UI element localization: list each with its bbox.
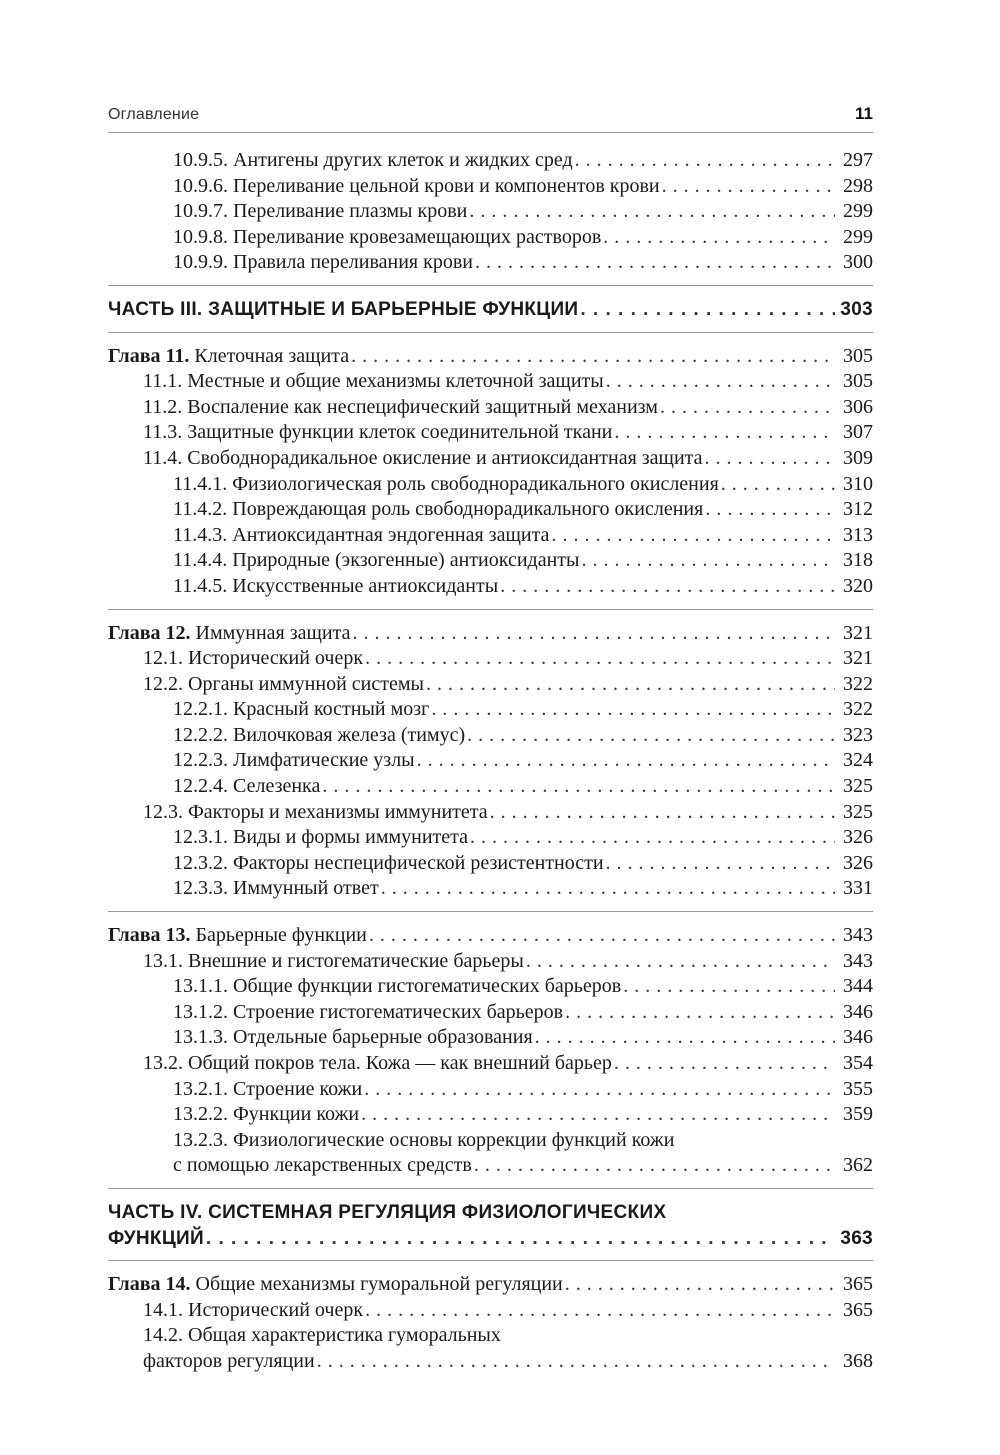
toc-entry-text: 10.9.7. Переливание плазмы крови <box>173 200 468 223</box>
toc-entry-page: 298 <box>843 174 873 197</box>
toc-chapter <box>108 1272 873 1298</box>
toc-entry-page: 299 <box>843 200 873 223</box>
toc-entry-page: 320 <box>843 574 873 597</box>
toc-entry-page: 321 <box>843 621 873 644</box>
header-title: Оглавление <box>108 106 200 123</box>
toc-entry-page: 326 <box>843 851 873 874</box>
toc-part-heading-line1: ЧАСТЬ IV. СИСТЕМНАЯ РЕГУЛЯЦИЯ ФИЗИОЛОГИЧЕСКИХ <box>108 1201 667 1223</box>
toc-entry-text: 10.9.5. Антигены других клеток и жидких сред <box>173 149 573 171</box>
toc-entry-text: 12.1. Исторический очерк <box>143 647 364 670</box>
toc-entry <box>108 825 873 851</box>
toc-entry-text: Общие механизмы гуморальной регуляции <box>195 1273 563 1296</box>
toc-entry-page: 365 <box>843 1298 873 1321</box>
toc-entry <box>108 1077 873 1103</box>
toc-entry-text: ЧАСТЬ III. ЗАЩИТНЫЕ И БАРЬЕРНЫЕ ФУНКЦИИ <box>108 298 579 320</box>
toc-entry-text: 11.3. Защитные функции клеток соединительной ткани <box>143 421 613 444</box>
toc-entry-page: 325 <box>843 775 873 798</box>
toc-entry-page: 363 <box>840 1227 873 1249</box>
toc-chapter <box>108 923 873 949</box>
toc-entry-text: 13.2. Общий покров тела. Кожа — как внешний барьер <box>143 1052 612 1074</box>
toc-entry-page: 331 <box>843 877 873 900</box>
toc-entry <box>108 250 873 276</box>
toc-entry <box>108 548 873 574</box>
header-page-number: 11 <box>855 104 873 123</box>
toc-entry <box>108 1349 873 1375</box>
toc-entry <box>108 225 873 251</box>
toc-entry-text: 11.4.5. Искусственные антиоксиданты <box>173 574 499 597</box>
toc-entry <box>108 723 873 749</box>
toc-entry-text-line1: 14.2. Общая характеристика гуморальных <box>143 1324 501 1347</box>
toc-entry-text-line2: факторов регуляции <box>143 1349 315 1372</box>
toc-entry <box>108 851 873 877</box>
toc-entry-text: 13.1.3. Отдельные барьерные образования <box>173 1026 533 1049</box>
toc-entry <box>108 148 873 174</box>
toc-entry-page: 307 <box>843 421 873 444</box>
toc-entry-page: 368 <box>843 1349 873 1372</box>
toc-entry-text: 11.1. Местные и общие механизмы клеточной защиты <box>143 370 604 393</box>
toc-entry <box>108 974 873 1000</box>
running-header <box>108 104 873 133</box>
toc-entry <box>108 1025 873 1051</box>
toc-entry-text: 10.9.8. Переливание кровезамещающих растворов <box>173 225 602 248</box>
toc-entry-page: 313 <box>843 523 873 546</box>
toc-entry-text: 13.2.1. Строение кожи <box>173 1077 363 1100</box>
toc-entry-text: 12.2. Органы иммунной системы <box>143 672 424 695</box>
toc-entry-text: 13.1. Внешние и гистогематические барьеры <box>143 949 524 972</box>
toc-entry-page: 354 <box>843 1052 873 1074</box>
toc-entry-page: 322 <box>843 698 873 721</box>
toc-entry-page: 362 <box>843 1154 873 1177</box>
toc-entry <box>108 199 873 225</box>
toc-entry-text: 11.4.4. Природные (экзогенные) антиоксиданты <box>173 549 580 572</box>
toc-entry-text: 12.2.3. Лимфатические узлы <box>173 749 415 772</box>
chapter-label: Глава 14. <box>108 1273 191 1296</box>
toc-entry <box>108 876 873 902</box>
toc-entry-text: 10.9.6. Переливание цельной крови и компонентов крови <box>173 174 660 197</box>
toc-entry <box>108 774 873 800</box>
toc-entry-page: 306 <box>843 395 873 418</box>
toc-entry-text: 12.2.1. Красный костный мозг <box>173 698 430 721</box>
toc-entry <box>108 446 873 472</box>
toc-chapter <box>108 621 873 647</box>
toc-entry-page: 321 <box>843 647 873 670</box>
toc-entry-text: Иммунная защита <box>195 621 351 644</box>
toc-entry-text: 12.3.3. Иммунный ответ <box>173 877 379 900</box>
toc-chapter <box>108 344 873 370</box>
table-of-contents <box>108 148 873 1375</box>
chapter-label: Глава 12. <box>108 621 191 644</box>
chapter-label: Глава 13. <box>108 924 191 947</box>
toc-entry-text: 11.4.1. Физиологическая роль свободнорадикального окисления <box>173 472 719 495</box>
toc-entry-page: 325 <box>843 800 873 823</box>
toc-entry <box>108 1000 873 1026</box>
toc-entry-page: 365 <box>843 1273 873 1296</box>
toc-entry-page: 346 <box>843 1000 873 1023</box>
toc-entry-page: 343 <box>843 949 873 972</box>
chapter-label: Глава 11. <box>108 344 190 367</box>
toc-entry-page: 303 <box>840 298 873 320</box>
toc-entry-text: 13.1.2. Строение гистогематических барьеров <box>173 1000 564 1023</box>
toc-entry <box>108 369 873 395</box>
toc-entry-page: 305 <box>843 344 873 367</box>
toc-entry <box>108 949 873 975</box>
toc-entry <box>108 472 873 498</box>
toc-entry-text-line2: с помощью лекарственных средств <box>173 1154 472 1177</box>
toc-entry-text-line1: 13.2.3. Физиологические основы коррекции функций кожи <box>173 1128 675 1151</box>
toc-entry-text: 11.4.3. Антиоксидантная эндогенная защита <box>173 523 550 546</box>
toc-entry-text: 12.3.1. Виды и формы иммунитета <box>173 826 469 849</box>
toc-entry-page: 324 <box>843 749 873 772</box>
toc-entry-text: 12.3.2. Факторы неспецифической резистентности <box>173 851 604 874</box>
toc-entry-text: 10.9.9. Правила переливания крови <box>173 251 473 274</box>
toc-entry <box>108 748 873 774</box>
toc-entry <box>108 697 873 723</box>
toc-entry-page: 323 <box>843 723 873 746</box>
toc-entry-text: 12.2.2. Вилочковая железа (тимус) <box>173 723 466 746</box>
toc-entry-page: 299 <box>843 225 873 248</box>
toc-entry-page: 355 <box>843 1077 873 1100</box>
toc-entry-text: 12.3. Факторы и механизмы иммунитета <box>143 800 488 823</box>
toc-entry-text: Клеточная защита <box>194 344 350 367</box>
toc-entry-text: 13.2.2. Функции кожи <box>173 1103 360 1126</box>
toc-entry <box>108 646 873 672</box>
toc-entry-page: 309 <box>843 446 873 469</box>
toc-entry <box>108 420 873 446</box>
toc-entry-page: 312 <box>843 498 873 521</box>
toc-part-heading <box>108 1226 873 1252</box>
toc-entry <box>108 174 873 200</box>
toc-entry-page: 359 <box>843 1103 873 1126</box>
toc-entry <box>108 800 873 826</box>
toc-entry-text: 11.4. Свободнорадикальное окисление и антиоксидантная защита <box>143 446 703 469</box>
toc-entry-text: Барьерные функции <box>195 924 367 947</box>
toc-entry-page: 300 <box>843 251 873 274</box>
toc-entry-page: 346 <box>843 1026 873 1049</box>
toc-entry <box>108 395 873 421</box>
toc-entry-page: 326 <box>843 826 873 849</box>
toc-entry-page: 322 <box>843 672 873 695</box>
toc-part-heading <box>108 297 873 323</box>
toc-entry-page: 318 <box>843 549 873 572</box>
toc-entry <box>108 1153 873 1179</box>
toc-entry <box>108 672 873 698</box>
toc-entry-page: 310 <box>843 472 873 495</box>
toc-entry <box>108 523 873 549</box>
toc-entry-text: 11.2. Воспаление как неспецифический защитный механизм <box>143 395 658 418</box>
toc-entry-text: 11.4.2. Повреждающая роль свободнорадикального окисления <box>173 498 704 521</box>
toc-entry-text-line2: ФУНКЦИЙ <box>108 1227 204 1249</box>
toc-entry <box>108 497 873 523</box>
toc-entry <box>108 574 873 600</box>
toc-entry-page: 297 <box>843 149 873 171</box>
toc-entry-page: 344 <box>843 975 873 998</box>
toc-entry-text: 14.1. Исторический очерк <box>143 1298 364 1321</box>
toc-entry-text: 13.1.1. Общие функции гистогематических барьеров <box>173 975 622 998</box>
toc-entry-text: 12.2.4. Селезенка <box>173 775 321 798</box>
toc-entry <box>108 1298 873 1324</box>
toc-entry <box>108 1051 873 1077</box>
toc-entry <box>108 1102 873 1128</box>
toc-entry-page: 343 <box>843 924 873 947</box>
toc-entry-page: 305 <box>843 370 873 393</box>
